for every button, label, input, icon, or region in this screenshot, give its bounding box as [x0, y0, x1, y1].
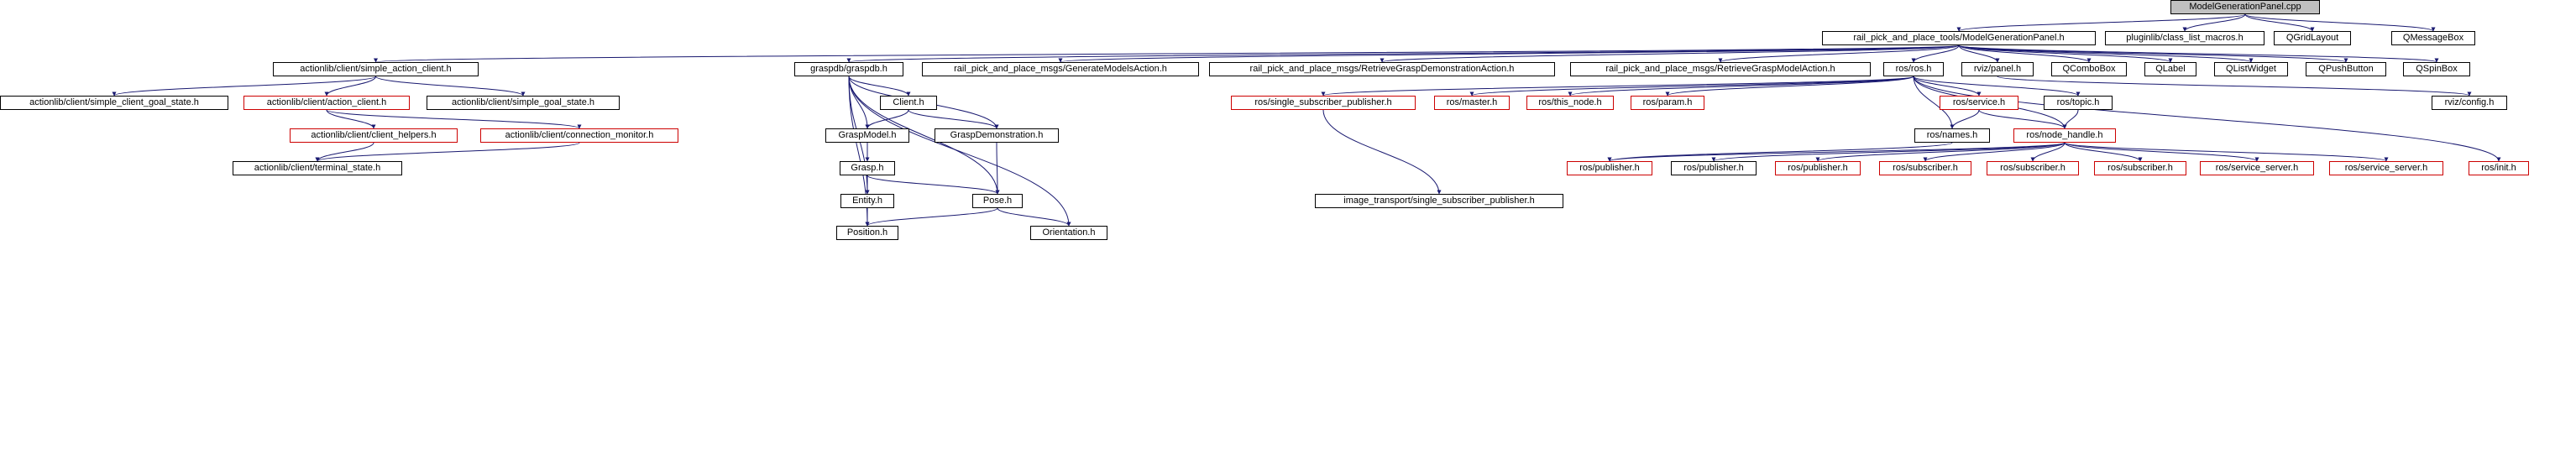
graph-node-label: QSpinBox — [2416, 64, 2458, 74]
graph-node[interactable] — [243, 96, 410, 110]
graph-node-label: ros/param.h — [1642, 97, 1693, 107]
graph-node-label: actionlib/client/connection_monitor.h — [505, 130, 654, 140]
graph-edge — [2065, 110, 2078, 128]
graph-edge — [317, 143, 579, 161]
graph-node[interactable] — [273, 62, 479, 76]
graph-edge — [1060, 45, 1959, 62]
graph-edge — [908, 110, 997, 128]
graph-node[interactable] — [1961, 62, 2034, 76]
graph-node-label: actionlib/client/simple_action_client.h — [300, 64, 452, 74]
graph-node[interactable] — [2274, 31, 2351, 45]
graph-node-label: image_transport/single_subscriber_publisher.h — [1343, 196, 1535, 206]
graph-node-label: ros/node_handle.h — [2026, 130, 2103, 140]
graph-node-label: ros/publisher.h — [1579, 163, 1640, 173]
graph-node[interactable] — [2469, 161, 2529, 175]
graph-edge — [327, 110, 579, 128]
graph-node[interactable] — [2200, 161, 2314, 175]
graph-edge — [327, 76, 376, 96]
graph-node-label: ros/subscriber.h — [1893, 163, 1958, 173]
graph-edge — [867, 208, 997, 226]
graph-edge — [2065, 143, 2386, 161]
graph-edge — [327, 110, 374, 128]
graph-edge — [1610, 143, 2065, 161]
graph-node-label: ros/ros.h — [1895, 64, 1932, 74]
graph-node[interactable] — [2329, 161, 2443, 175]
graph-node[interactable] — [1434, 96, 1510, 110]
graph-edge — [114, 76, 376, 96]
graph-node[interactable] — [972, 194, 1023, 208]
graph-edge — [1610, 143, 1952, 161]
graph-node[interactable] — [1671, 161, 1757, 175]
graph-node-label: actionlib/client/action_client.h — [266, 97, 387, 107]
graph-node[interactable] — [480, 128, 678, 143]
graph-node-label: ros/service_server.h — [2344, 163, 2428, 173]
graph-node-label: ModelGenerationPanel.cpp — [2189, 2, 2301, 12]
graph-edge — [1714, 143, 2065, 161]
graph-node[interactable] — [2403, 62, 2470, 76]
graph-node-label: QListWidget — [2226, 64, 2276, 74]
graph-edge — [1914, 76, 2078, 96]
graph-node-label: ros/subscriber.h — [2107, 163, 2173, 173]
graph-node[interactable] — [290, 128, 458, 143]
graph-node[interactable] — [1231, 96, 1416, 110]
graph-edge — [867, 110, 908, 128]
graph-node[interactable] — [840, 194, 894, 208]
graph-node[interactable] — [794, 62, 903, 76]
graph-node-label: Entity.h — [852, 196, 882, 206]
graph-edge — [867, 175, 997, 194]
graph-node[interactable] — [2044, 96, 2113, 110]
graph-node[interactable] — [2144, 62, 2196, 76]
graph-node-label: ros/this_node.h — [1538, 97, 1602, 107]
graph-node[interactable] — [1570, 62, 1871, 76]
graph-node[interactable] — [1822, 31, 2096, 45]
graph-node[interactable] — [1030, 226, 1107, 240]
graph-node-label: GraspDemonstration.h — [950, 130, 1044, 140]
graph-edge — [376, 76, 524, 96]
graph-node-label: rail_pick_and_place_msgs/GenerateModelsAction.h — [954, 64, 1167, 74]
graph-node-label: ros/service.h — [1952, 97, 2006, 107]
graph-node-label: rail_pick_and_place_msgs/RetrieveGraspModelAction.h — [1605, 64, 1835, 74]
graph-node[interactable] — [2094, 161, 2186, 175]
graph-edge — [1668, 76, 1914, 96]
graph-node-label: Orientation.h — [1042, 227, 1096, 238]
graph-edge — [997, 208, 1069, 226]
graph-node-label: Pose.h — [982, 196, 1013, 206]
graph-node-label: ros/publisher.h — [1788, 163, 1848, 173]
graph-node[interactable] — [825, 128, 909, 143]
graph-edge — [1382, 45, 1959, 62]
graph-node-label: rail_pick_and_place_tools/ModelGenerationPanel.h — [1853, 33, 2065, 43]
graph-node-label: QPushButton — [2318, 64, 2374, 74]
graph-edge — [1959, 45, 2346, 62]
graph-node-label: rail_pick_and_place_msgs/RetrieveGraspDemonstrationAction.h — [1249, 64, 1515, 74]
graph-node[interactable] — [2214, 62, 2288, 76]
graph-edge — [2065, 143, 2257, 161]
graph-edge — [1959, 14, 2245, 31]
graph-node-label: rviz/panel.h — [1973, 64, 2022, 74]
graph-edge — [2185, 14, 2245, 31]
graph-node-label: QComboBox — [2062, 64, 2116, 74]
graph-node[interactable] — [2051, 62, 2127, 76]
graph-edge — [1959, 45, 2437, 62]
graph-edge — [1323, 76, 1914, 96]
graph-edge — [1959, 45, 2251, 62]
graph-node[interactable] — [1775, 161, 1861, 175]
graph-node-label: ros/single_subscriber_publisher.h — [1254, 97, 1392, 107]
graph-edge — [2245, 14, 2312, 31]
graph-node-label: ros/subscriber.h — [2000, 163, 2066, 173]
graph-edge — [1818, 143, 2065, 161]
graph-node-label: ros/init.h — [2481, 163, 2516, 173]
graph-edge — [2065, 143, 2140, 161]
graph-node[interactable] — [233, 161, 402, 175]
graph-node-label: actionlib/client/client_helpers.h — [311, 130, 437, 140]
graph-node[interactable] — [935, 128, 1059, 143]
graph-node-label: ros/topic.h — [2056, 97, 2100, 107]
graph-node[interactable] — [2170, 0, 2320, 14]
graph-edge — [1570, 76, 1914, 96]
graph-node[interactable] — [1940, 96, 2018, 110]
graph-node[interactable] — [2391, 31, 2475, 45]
graph-node-label: actionlib/client/terminal_state.h — [254, 163, 381, 173]
graph-node-label: ros/publisher.h — [1683, 163, 1744, 173]
graph-node[interactable] — [1987, 161, 2079, 175]
graph-edge — [2245, 14, 2433, 31]
graph-node-label: rviz/config.h — [2444, 97, 2495, 107]
graph-node[interactable] — [840, 161, 895, 175]
graph-node[interactable] — [1914, 128, 1990, 143]
graph-node[interactable] — [1526, 96, 1614, 110]
graph-node-label: Grasp.h — [851, 163, 884, 173]
graph-node-label: graspdb/graspdb.h — [810, 64, 887, 74]
graph-edge — [1959, 45, 2089, 62]
graph-edge — [1914, 76, 1979, 96]
graph-node-label: Position.h — [846, 227, 888, 238]
graph-node-label: Client.h — [893, 97, 924, 107]
graph-node[interactable] — [880, 96, 937, 110]
graph-node[interactable] — [1315, 194, 1563, 208]
graph-node[interactable] — [0, 96, 228, 110]
graph-node[interactable] — [1883, 62, 1944, 76]
graph-edge — [1323, 110, 1439, 194]
graph-edge — [849, 76, 908, 96]
graph-edge — [1952, 110, 1979, 128]
graph-node-label: GraspModel.h — [838, 130, 897, 140]
graph-edge — [1997, 76, 2469, 96]
graph-edge — [1914, 45, 1959, 62]
graph-node-label: actionlib/client/simple_client_goal_state.h — [29, 97, 199, 107]
graph-edge — [317, 143, 374, 161]
graph-edge — [1914, 76, 2499, 161]
graph-edge — [1959, 45, 1997, 62]
graph-node[interactable] — [427, 96, 620, 110]
graph-edge — [1472, 76, 1914, 96]
graph-edge — [1925, 143, 2065, 161]
graph-edge — [1959, 45, 2170, 62]
graph-node-label: QMessageBox — [2402, 33, 2464, 43]
graph-node[interactable] — [922, 62, 1199, 76]
graph-node-label: actionlib/client/simple_goal_state.h — [452, 97, 594, 107]
graph-node[interactable] — [836, 226, 898, 240]
graph-node-label: QGridLayout — [2285, 33, 2339, 43]
graph-edge — [376, 45, 1960, 62]
graph-node[interactable] — [2432, 96, 2507, 110]
graph-edge — [2033, 143, 2065, 161]
graph-edge — [849, 76, 867, 128]
graph-node-label: ros/master.h — [1446, 97, 1498, 107]
graph-node[interactable] — [1631, 96, 1704, 110]
graph-node[interactable] — [2105, 31, 2264, 45]
graph-node[interactable] — [1567, 161, 1652, 175]
graph-node-label: ros/names.h — [1926, 130, 1978, 140]
graph-edge — [1979, 110, 2065, 128]
graph-node[interactable] — [2306, 62, 2386, 76]
graph-node[interactable] — [2013, 128, 2116, 143]
graph-node[interactable] — [1209, 62, 1555, 76]
graph-node[interactable] — [1879, 161, 1971, 175]
graph-edge — [849, 45, 1959, 62]
graph-node-label: QLabel — [2155, 64, 2186, 74]
graph-node-label: ros/service_server.h — [2215, 163, 2299, 173]
graph-edge — [1720, 45, 1959, 62]
graph-node-label: pluginlib/class_list_macros.h — [2126, 33, 2244, 43]
